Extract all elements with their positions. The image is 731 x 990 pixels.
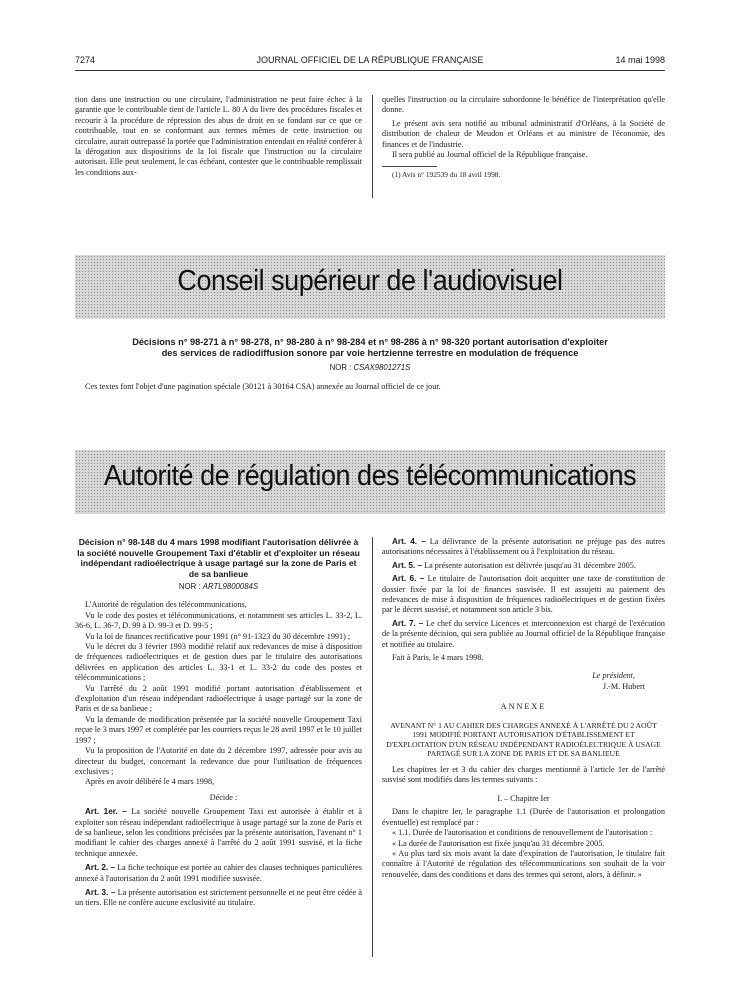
article-text: La fiche technique est portée au cahier des clauses techniques particulières annexé à l'autorisation du 2 août 1991 modifiée susvisée. [75,863,362,883]
page-number: 7274 [75,55,96,65]
continuation-text: tion dans une instruction ou une circulaire, l'administration ne peut faire échec à la garantie que le contribuable tient de l'article L. 80 A du livre des procédures fiscales et recourir à la procédure de répression des abus de droit en se fondant sur ce que ce contribuable, tout en se conformant aux termes mêmes de cette instruction ou circulaire, aurait outrepassé la portée que l'administration entendait en réalité conférer à la dérogation aux dispositions de la loi fiscale que l'instruction ou la circulaire autorisait. Elle peut seulement, le cas échéant, contester que le contribuable remplissait les conditions aux- [75,95,362,177]
art-right-column [382,537,665,880]
art-visa: Après en avoir délibéré le 4 mars 1998, [85,777,215,787]
art-visa: Vu le code des postes et télécommunications, et notamment ses articles L. 33-2, L. 36-6, L. 36-7, D. 99 à D. 99-3 et D. 99-5 ; [75,610,362,631]
article-label: Art. 3. – [85,887,116,897]
section-banner-csa-title: Conseil supérieur de l'audiovisuel [177,265,563,297]
done-at: Fait à Paris, le 4 mars 1998. [392,653,484,663]
annex-intro: Les chapitres Ier et 3 du cahier des charges mentionné à l'article 1er de l'arrêté susvisé sont modifiés dans les termes suivants : [382,765,665,785]
section-banner-art [75,450,665,514]
article-2 [75,863,362,884]
csa-nor [75,363,665,372]
header-rule [75,70,665,71]
article-text: La présente autorisation est strictement personnelle et ne peut être cédée à un tiers. Elle ne confère aucune exclusivité au titulaire. [75,887,362,908]
decide-heading: Décide : [209,792,238,802]
csa-body [75,382,665,392]
signatory-name: J.-M. Hubert [602,681,645,691]
annex-title: AVENANT N° 1 AU CAHIER DES CHARGES ANNEXÉ À L'ARRÊTÉ DU 2 AOÛT 1991 MODIFIÉ PORTANT AUTORISATION D'ÉTABLISSEMENT ET D'EXPLOITATION D'UN RÉSEAU INDÉPENDANT RADIOÉLECTRIQUE À USAGE PARTAGÉ SUR LA ZONE DE PARIS ET DE SA BANLIEUE [386,720,661,759]
continuation-right-column [382,95,665,181]
section-banner-art-title: Autorité de régulation des télécommunications [103,460,637,492]
article-5 [382,561,665,571]
article-7 [382,619,665,650]
art-visa: Vu l'arrêté du 2 août 1991 modifié portant autorisation d'établissement et d'exploitation d'un réseau indépendant radioélectrique à usage partagé sur la zone de Paris et de sa banlieue ; [75,683,362,714]
footnote-rule [382,166,437,167]
csa-nor-code: CSAX9801271S [353,363,411,372]
footnote: (1) Avis n° 192539 du 18 avril 1998. [392,170,501,180]
column-divider-top [372,95,373,198]
art-decision-title: Décision n° 98-148 du 4 mars 1998 modifiant l'autorisation délivrée à la société nouvelle Groupement Taxi d'établir et d'exploiter un réseau indépendant radioélectrique à usage partagé sur la zone de Paris et de sa banlieue [77,537,360,579]
art-nor-label: NOR : [178,582,201,591]
article-label: Art. 6. – [392,574,425,584]
art-visa: Vu le décret du 3 février 1993 modifié relatif aux redevances de mise à disposition de fréquences radioélectriques et de gestion dues par le titulaire des autorisations délivrées en application des articles L. 33-1 et L. 33-2 du code des postes et télécommunications ; [75,642,362,683]
article-text: La présente autorisation est délivrée jusqu'au 31 décembre 2005. [424,560,636,570]
signatory-title: Le président, [592,671,635,681]
annex-label: ANNEXE [500,702,547,712]
article-text: La délivrance de la présente autorisation ne préjuge pas des autres autorisations nécessaires à l'établissement ou à l'exploitation du réseau. [382,537,666,557]
article-1 [75,807,362,859]
chapter-p2: « 1.1. Durée de l'autorisation et conditions de renouvellement de l'autorisation : [392,828,653,838]
continuation-right-p1: quelles l'instruction ou la circulaire subordonne le bénéfice de l'interprétation qu'elle donne. [382,95,665,115]
page-header [75,55,665,69]
chapter-p1: Dans le chapitre Ier, le paragraphe 1.1 (Durée de l'autorisation et prolongation éventuelle) est remplacé par : [382,807,665,827]
csa-nor-label: NOR : [329,363,352,372]
chapter-p3: « La durée de l'autorisation est fixée jusqu'au 31 décembre 2005. [392,838,605,848]
section-banner-csa [75,255,665,319]
art-visa: Vu la proposition de l'Autorité en date du 2 décembre 1997, adressée pour avis au directeur du budget, concernant la redevance due pour l'utilisation de fréquences exclusives ; [75,746,362,776]
art-visa: Vu la loi de finances rectificative pour 1991 (n° 91-1323 du 30 décembre 1991) ; [85,631,351,641]
article-3 [75,888,362,909]
column-divider-bottom [372,537,373,957]
article-text: Le titulaire de l'autorisation doit acquitter une taxe de constitution de dossier fixée par la loi de finances susvisée. Il est assujetti au paiement des redevances de mise à disposition de fréquences radioélectriques et de gestion fixées par le décret susvisé, et notamment son article 3 bis. [382,574,666,615]
continuation-right-p2: Le présent avis sera notifié au tribunal administratif d'Orléans, à la Société de distribution de chaleur de Meudon et Orléans et au ministre de l'économie, des finances et de l'industrie. [382,118,665,149]
csa-body-text: Ces textes font l'objet d'une pagination spéciale (30121 à 30164 CSA) annexée au Journal officiel de ce jour. [85,382,441,391]
art-nor [75,582,362,592]
art-nor-code: ARTL9800084S [202,582,259,591]
article-6 [382,574,665,616]
article-4 [382,537,665,558]
chapter-p4: « Au plus tard six mois avant la date d'expiration de l'autorisation, le titulaire fait connaître à l'Autorité de régulation des télécommunications son souhait de la voir renouvelée, dans des conditions et dans des termes qui seront, alors, à définir. » [382,848,665,879]
csa-decision-title [75,337,665,359]
article-label: Art. 5. – [392,560,423,570]
article-text: Le chef du service Licences et interconnexion est chargé de l'exécution de la présente décision, qui sera publiée au Journal officiel de la République française et notifiée au titulaire. [382,618,665,649]
art-visa: Vu la demande de modification présentée par la société nouvelle Groupement Taxi reçue le 3 mars 1997 et complétée par les courriers reçus le 28 avril 1997 et le 10 juillet 1997 ; [75,714,362,745]
art-left-column [75,537,362,909]
chapter-heading: I. – Chapitre Ier [497,793,550,803]
article-label: Art. 7. – [392,618,424,628]
article-text: La société nouvelle Groupement Taxi est autorisée à établir et à exploiter son réseau indépendant radioélectrique à usage partagé sur la zone de Paris et de sa banlieue, selon les conditions précisées par la présente autorisation, l'avenant n° 1 modifiant le cahier des charges annexé à l'arrêté du 2 août 1991 susvisé, et la fiche technique annexée. [75,807,362,858]
issue-date: 14 mai 1998 [615,55,665,65]
journal-title: JOURNAL OFFICIEL DE LA RÉPUBLIQUE FRANÇAISE [256,55,484,65]
csa-title-line1: Décisions n° 98-271 à n° 98-278, n° 98-280 à n° 98-284 et n° 98-286 à n° 98-320 portant autorisation d'exploiter [132,337,608,347]
article-label: Art. 2. – [85,863,116,873]
art-visa: L'Autorité de régulation des télécommunications, [85,600,247,610]
article-label: Art. 1er. – [85,807,127,817]
continuation-right-p3: Il sera publié au Journal officiel de la République française. [392,150,588,160]
continuation-left-column [75,95,362,178]
csa-title-line2: des services de radiodiffusion sonore par voie hertzienne terrestre en modulation de fréquence [161,348,579,358]
article-label: Art. 4. – [392,537,426,546]
